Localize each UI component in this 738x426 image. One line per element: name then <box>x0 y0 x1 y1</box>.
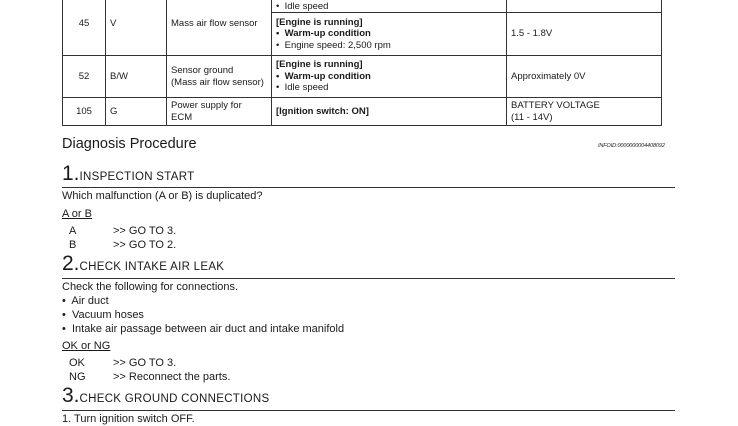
table-row <box>63 98 662 126</box>
step-question: Which malfunction (A or B) is duplicated? <box>62 190 263 202</box>
numbered-item: 1. Turn ignition switch OFF. <box>62 413 195 425</box>
condition-header: [Engine is running] <box>276 16 363 28</box>
wire-color: V <box>106 0 167 56</box>
choice-label: OK or NG <box>62 340 111 352</box>
step-title: INSPECTION START <box>79 171 195 183</box>
step-title: CHECK INTAKE AIR LEAK <box>79 261 225 273</box>
table-row <box>63 0 662 13</box>
condition-header: [Ignition switch: ON] <box>272 98 507 126</box>
terminal-description: Sensor ground (Mass air flow sensor) <box>167 56 272 98</box>
divider <box>62 187 675 188</box>
condition-item: Idle speed <box>284 82 329 94</box>
step-title: CHECK GROUND CONNECTIONS <box>79 393 270 405</box>
section-title: Diagnosis Procedure <box>62 136 197 152</box>
table-row <box>63 56 662 98</box>
wire-color: B/W <box>106 56 167 98</box>
condition-item: Engine speed: 2,500 rpm <box>284 39 391 51</box>
terminal-description: Mass air flow sensor <box>167 0 272 56</box>
terminal-number: 52 <box>63 56 106 98</box>
bullet-item: • Air duct <box>62 295 109 307</box>
terminal-description: Power supply for ECM <box>167 98 272 126</box>
step-intro: Check the following for connections. <box>62 281 239 293</box>
bullet-item: • Vacuum hoses <box>62 309 144 321</box>
condition-item: Idle speed <box>284 0 329 12</box>
terminal-number: 45 <box>63 0 106 56</box>
terminal-spec-table <box>62 0 662 126</box>
choice-action: >> Reconnect the parts. <box>113 371 231 383</box>
value-cell: Approximately 0V <box>507 56 662 98</box>
step-number: 2. <box>62 252 80 275</box>
condition-cell: • Idle speed <box>272 0 507 13</box>
condition-item: Warm-up condition <box>284 70 371 82</box>
divider <box>62 278 675 279</box>
divider <box>62 410 675 411</box>
info-id: INFOID:0000000004408092 <box>598 143 665 149</box>
choice-key: NG <box>69 371 86 383</box>
step-1-heading <box>62 163 194 185</box>
choice-key: OK <box>69 357 85 369</box>
step-3-heading <box>62 385 269 407</box>
condition-cell: [Engine is running] • Warm-up condition • Idle speed <box>272 56 507 98</box>
bullet-item: • Intake air passage between air duct and intake manifold <box>62 323 345 335</box>
choice-label: A or B <box>62 208 92 220</box>
step-number: 3. <box>62 384 80 407</box>
choice-action: >> GO TO 3. <box>113 225 177 237</box>
choice-action: >> GO TO 3. <box>113 357 177 369</box>
value-cell <box>507 0 662 13</box>
wire-color: G <box>106 98 167 126</box>
choice-action: >> GO TO 2. <box>113 239 177 251</box>
choice-key: B <box>69 239 77 251</box>
choice-key: A <box>69 225 77 237</box>
step-number: 1. <box>62 162 80 185</box>
value-cell: 1.5 - 1.8V <box>507 13 662 56</box>
condition-header: [Engine is running] <box>276 59 363 71</box>
step-2-heading <box>62 253 224 275</box>
condition-cell: [Engine is running] • Warm-up condition • Engine speed: 2,500 rpm <box>272 13 507 56</box>
terminal-number: 105 <box>63 98 106 126</box>
value-cell: BATTERY VOLTAGE (11 - 14V) <box>507 98 662 126</box>
condition-item: Warm-up condition <box>284 28 371 40</box>
